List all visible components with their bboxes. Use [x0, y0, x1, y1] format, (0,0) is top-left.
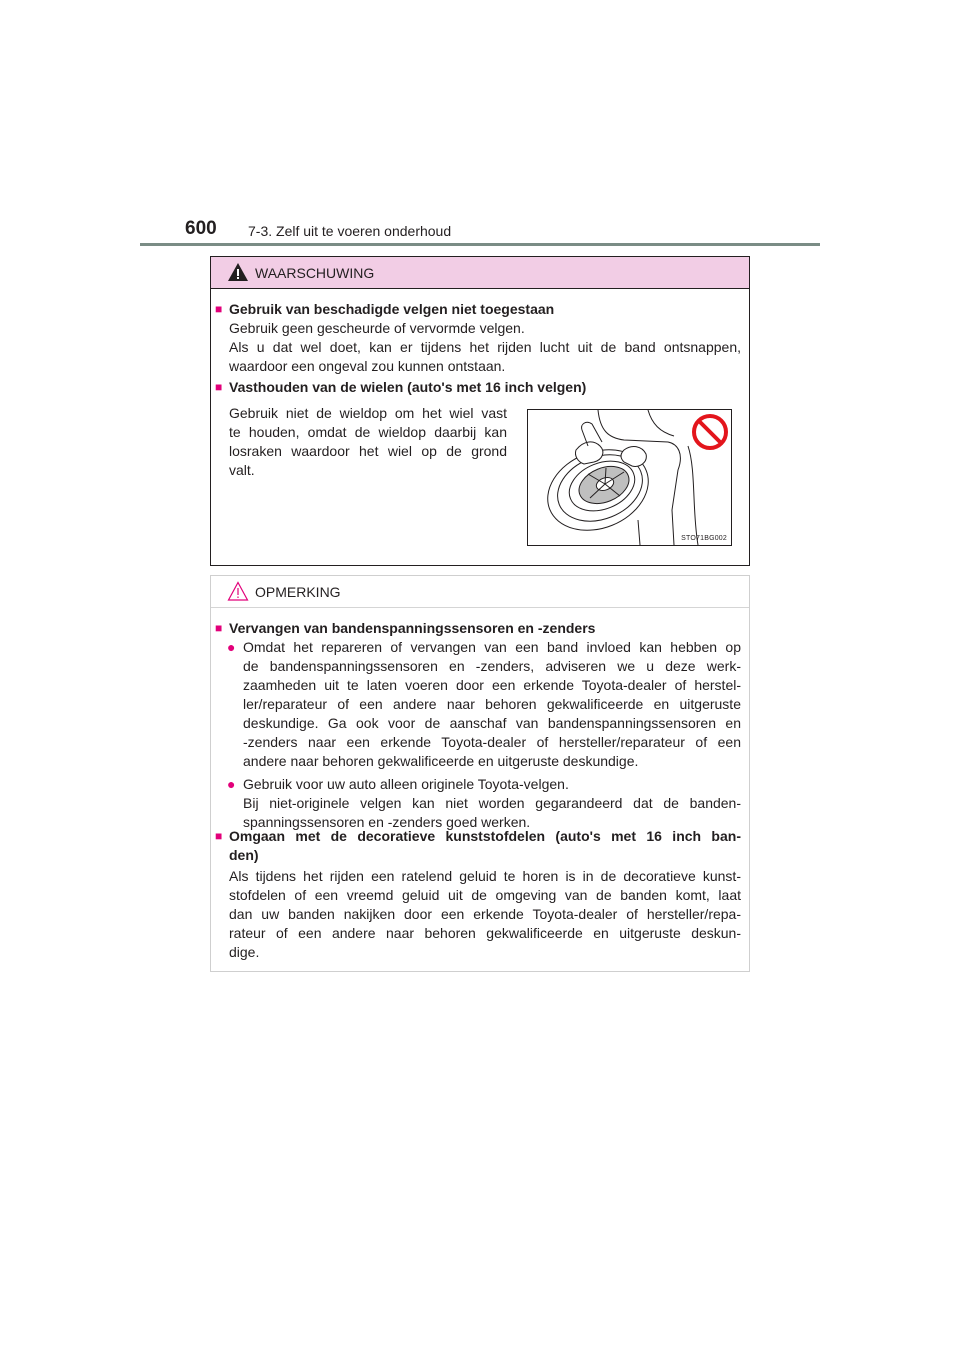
warning-wheel-text: Gebruik niet de wieldop om het wiel vast te houden, omdat de wieldop daarbij kan losraken waardoor het wiel op de grond valt.	[229, 405, 507, 478]
warning-section-title: ■ Vasthouden van de wielen (auto's met 16 inch velgen)	[215, 379, 587, 395]
wheel-illustration	[527, 409, 732, 546]
warning-label: WAARSCHUWING	[255, 265, 375, 281]
page-number: 600	[185, 218, 217, 239]
note-section-title: ■ Vervangen van bandenspanningssensoren en -zenders	[215, 620, 596, 636]
warning-section-body: Gebruik geen gescheurde of vervormde velgen. Als u dat wel doet, kan er tijdens het rijden lucht uit de band ontsnappen, waardoor een ongeval zou kunnen ontstaan.	[229, 320, 741, 374]
header-rule	[140, 243, 820, 246]
prohibited-sign-icon	[694, 416, 726, 448]
warning-section-wheels	[211, 378, 749, 397]
note-section-body: Als tijdens het rijden een ratelend geluid te horen is in de decoratieve kunst- stofdelen of een vreemd geluid uit de omgeving van de banden komt, laat dan uw banden nakijken door een erkende Toyota-dealer of hersteller/repa- rateur of een andere naar behoren gekwalificeerde en uitgeruste deskun- dige.	[229, 868, 741, 960]
circle-bullet-icon: ●	[227, 776, 236, 792]
note-label: OPMERKING	[255, 584, 341, 600]
warning-box	[210, 256, 750, 566]
note-section-title: ■ Omgaan met de decoratieve kunststofdelen (auto's met 16 inch ban- den)	[215, 828, 741, 863]
square-bullet-icon: ■	[215, 621, 223, 635]
caution-outline-triangle-icon	[227, 581, 249, 601]
square-bullet-icon: ■	[215, 302, 223, 316]
warning-section-rims	[211, 300, 749, 376]
note-box	[210, 575, 750, 972]
note-section-sensors	[211, 619, 749, 836]
section-title: 7-3. Zelf uit te voeren onderhoud	[248, 223, 452, 239]
note-bullet: ● Omdat het repareren of vervangen van een band invloed kan hebben op de bandenspanningssensoren en -zenders, adviseren we u deze werk- zaamheden uit te laten voeren door een erkende Toyota-dealer of herstel- ler/reparateur of een andere naar behoren gekwalificeerde en uitgeruste deskundige. Ga ook voor de aanschaf van bandenspanningssensoren en -zenders naar een erkende Toyota-dealer of hersteller/reparateur of een andere naar behoren gekwalificeerde en uitgeruste deskundige.	[227, 639, 741, 769]
warning-section-title: ■ Gebruik van beschadigde velgen niet toegestaan	[215, 301, 555, 317]
square-bullet-icon: ■	[215, 829, 223, 843]
note-bullet: ● Gebruik voor uw auto alleen originele Toyota-velgen. Bij niet-originele velgen kan niet worden gegarandeerd dat de banden- spanningssensoren en -zenders goed werken.	[227, 776, 741, 830]
note-header	[211, 576, 749, 608]
page-header	[140, 217, 820, 247]
square-bullet-icon: ■	[215, 380, 223, 394]
warning-triangle-icon	[227, 262, 249, 282]
circle-bullet-icon: ●	[227, 639, 236, 655]
tire-wheel-drawing	[528, 410, 731, 545]
figure-code: STO71BG002	[681, 535, 727, 542]
note-section-decorative	[211, 827, 749, 962]
warning-header	[211, 257, 749, 289]
